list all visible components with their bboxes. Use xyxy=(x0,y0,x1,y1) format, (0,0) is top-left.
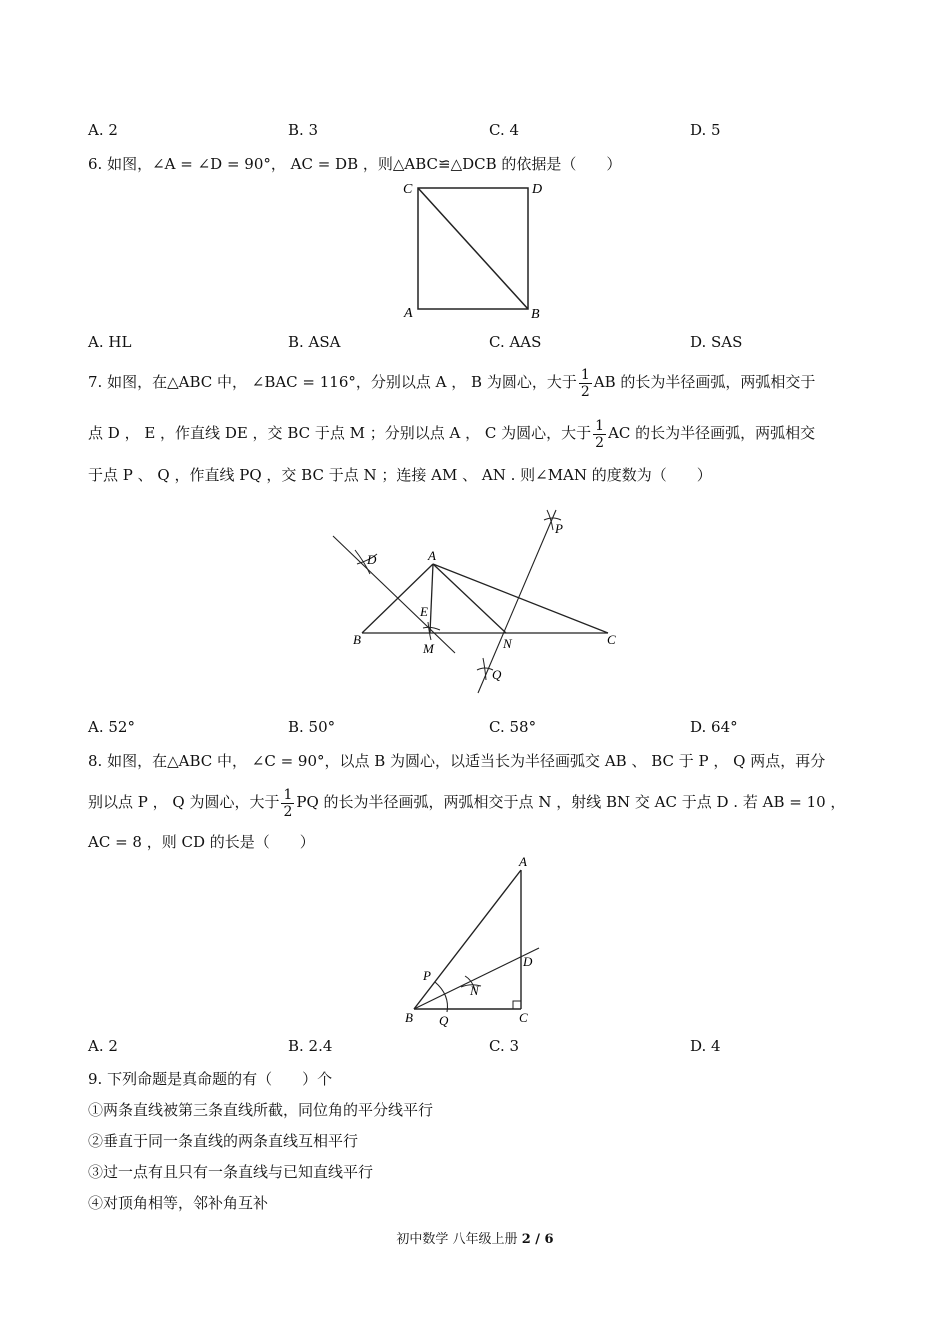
q7-line-1 xyxy=(88,365,815,400)
q7-frac1-num: 1 xyxy=(580,366,590,383)
page-footer xyxy=(0,1228,950,1247)
q8-line-2-text-b: PQ 的长为半径画弧，两弧相交于点 N ，射线 BN 交 AC 于点 D . 若 AB = 10 ， xyxy=(296,793,846,811)
q6-figure xyxy=(400,178,550,324)
q7-option-a: A. 52° xyxy=(88,718,135,736)
q7-line-2-text-b: AC 的长为半径画弧，两弧相交 xyxy=(608,424,816,442)
q9-item-3: ③过一点有且只有一条直线与已知直线平行 xyxy=(88,1163,374,1181)
q6-option-d: D. SAS xyxy=(690,333,743,351)
q5-option-b: B. 3 xyxy=(288,121,319,139)
q7-line-1-text-b: AB 的长为半径画弧，两弧相交于 xyxy=(593,373,816,391)
q8-label-a: A xyxy=(519,854,527,869)
q9-stem: 9. 下列命题是真命题的有（ ）个 xyxy=(88,1070,333,1088)
q8-option-c: C. 3 xyxy=(489,1037,520,1055)
q6-stem: 6. 如图，∠A = ∠D = 90°， AC = DB ，则△ABC≌△DCB 的依据是（ ） xyxy=(88,155,622,173)
q8-option-b: B. 2.4 xyxy=(288,1037,333,1055)
q7-label-q: Q xyxy=(492,667,502,682)
q7-label-e: E xyxy=(420,604,428,619)
q7-label-d: D xyxy=(367,552,377,567)
q8-label-n: N xyxy=(470,983,479,998)
q8-label-c: C xyxy=(519,1010,528,1025)
q8-option-a: A. 2 xyxy=(88,1037,118,1055)
q5-option-d: D. 5 xyxy=(690,121,721,139)
q8-line-2 xyxy=(88,785,845,820)
q9-item-4: ④对顶角相等，邻补角互补 xyxy=(88,1194,269,1212)
q9-item-2: ②垂直于同一条直线的两条直线互相平行 xyxy=(88,1132,359,1150)
q8-label-p: P xyxy=(423,968,431,983)
q7-label-b: B xyxy=(353,632,361,647)
q9-item-1: ①两条直线被第三条直线所截，同位角的平分线平行 xyxy=(88,1101,434,1119)
q7-fraction-2 xyxy=(593,418,606,451)
q7-line-3: 于点 P 、 Q ，作直线 PQ ，交 BC 于点 N ；连接 AM 、 AN . 则∠MAN 的度数为（ ） xyxy=(88,466,712,484)
q7-option-d: D. 64° xyxy=(690,718,738,736)
q7-label-p: P xyxy=(555,521,563,536)
q7-frac2-den: 2 xyxy=(595,434,605,451)
footer-text: 初中数学 八年级上册 xyxy=(396,1232,522,1247)
q7-label-n: N xyxy=(503,636,512,651)
q7-option-c: C. 58° xyxy=(489,718,537,736)
q7-label-m: M xyxy=(423,641,434,656)
q8-frac-den: 2 xyxy=(283,803,293,820)
q7-fraction-1 xyxy=(579,367,592,400)
q8-option-d: D. 4 xyxy=(690,1037,721,1055)
q7-line-1-text-a: 7. 如图，在△ABC 中， ∠BAC = 116°，分别以点 A ， B 为圆心，大于 xyxy=(88,373,577,391)
q7-line-2 xyxy=(88,416,815,451)
q6-option-c: C. AAS xyxy=(489,333,542,351)
q7-frac1-den: 2 xyxy=(580,383,590,400)
q8-line-3: AC = 8 ，则 CD 的长是（ ） xyxy=(88,833,315,851)
q8-label-d: D xyxy=(523,954,533,969)
q6-option-b: B. ASA xyxy=(288,333,341,351)
q8-line-1: 8. 如图，在△ABC 中， ∠C = 90°，以点 B 为圆心，以适当长为半径画弧交 AB 、 BC 于 P ， Q 两点，再分 xyxy=(88,752,826,770)
q7-frac2-num: 1 xyxy=(595,417,605,434)
q8-label-b: B xyxy=(405,1010,413,1025)
q6-label-b: B xyxy=(531,307,540,322)
q6-option-a: A. HL xyxy=(88,333,132,351)
q8-frac-num: 1 xyxy=(283,786,293,803)
q7-line-2-text-a: 点 D ， E ，作直线 DE ，交 BC 于点 M ；分别以点 A ， C 为圆心，大于 xyxy=(88,424,592,442)
q7-label-a: A xyxy=(428,548,436,563)
q8-label-q: Q xyxy=(439,1013,449,1028)
q8-line-2-text-a: 别以点 P ， Q 为圆心，大于 xyxy=(88,793,280,811)
q8-fraction xyxy=(281,787,294,820)
q7-figure xyxy=(325,498,625,703)
q6-label-d: D xyxy=(532,182,543,197)
q7-option-b: B. 50° xyxy=(288,718,336,736)
q6-label-a: A xyxy=(404,306,413,321)
q5-option-c: C. 4 xyxy=(489,121,520,139)
q7-label-c: C xyxy=(607,632,616,647)
q5-option-a: A. 2 xyxy=(88,121,118,139)
q8-figure xyxy=(395,850,555,1032)
page-number: 2 / 6 xyxy=(521,1232,554,1247)
q6-label-c: C xyxy=(403,182,413,197)
